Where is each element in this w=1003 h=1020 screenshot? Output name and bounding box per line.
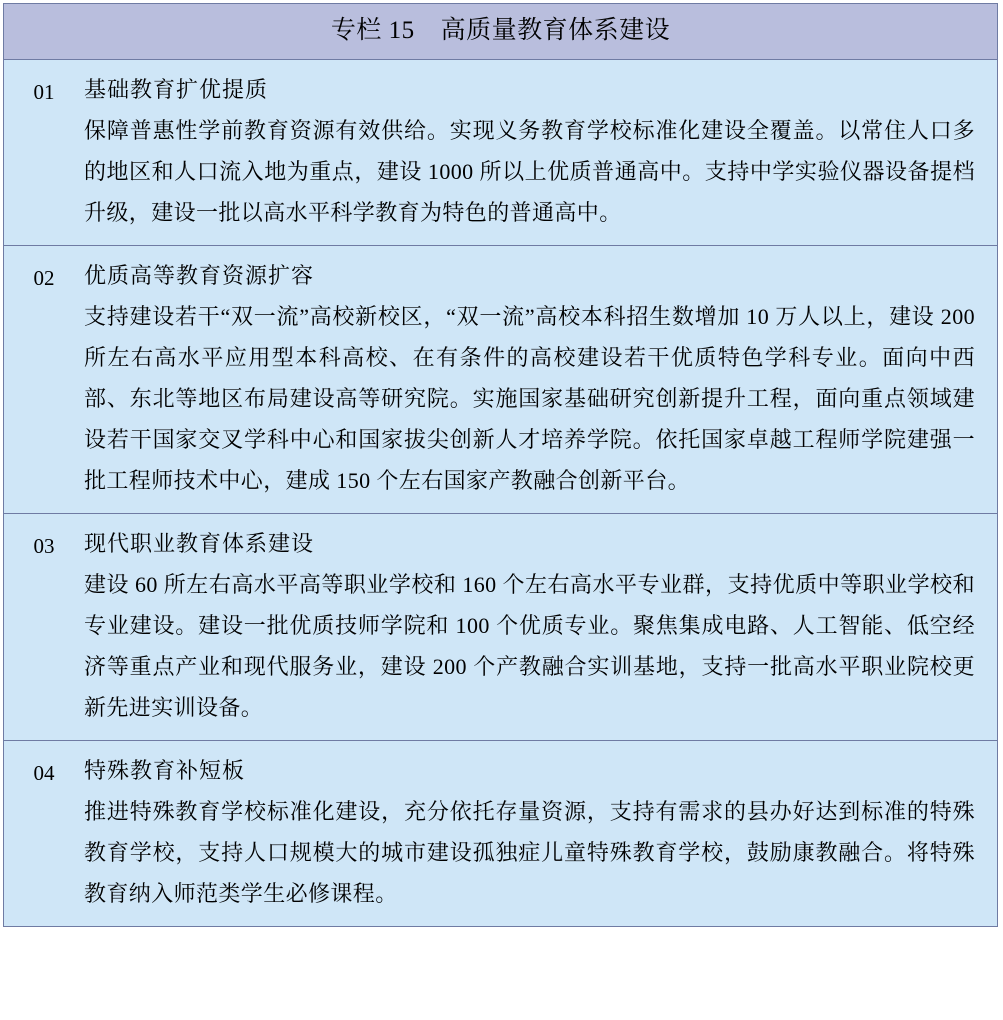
box-header-title: 高质量教育体系建设: [440, 17, 671, 44]
item-title: 特殊教育补短板: [84, 757, 246, 783]
item-number: 01: [33, 79, 55, 104]
item-body: [84, 524, 997, 728]
item-number: 04: [33, 760, 55, 785]
item-title: 现代职业教育体系建设: [84, 530, 315, 556]
feature-box: [3, 3, 998, 927]
item-text: 建设 60 所左右高水平高等职业学校和 160 个左右高水平专业群，支持优质中等职业学校和专业建设。建设一批优质技师学院和 100 个优质专业。聚焦集成电路、人工智能、低空经济等重点产业和现代服务业，建设 200 个产教融合实训基地，支持一批高水平职业院校更新先进实训设备。: [84, 571, 975, 720]
item-text: 保障普惠性学前教育资源有效供给。实现义务教育学校标准化建设全覆盖。以常住人口多的地区和人口流入地为重点，建设 1000 所以上优质普通高中。支持中学实验仪器设备提档升级，建设一批以高水平科学教育为特色的普通高中。: [84, 117, 975, 225]
item-title: 基础教育扩优提质: [84, 76, 269, 102]
list-item: [4, 60, 997, 246]
item-text: 推进特殊教育学校标准化建设，充分依托存量资源，支持有需求的县办好达到标准的特殊教育学校，支持人口规模大的城市建设孤独症儿童特殊教育学校，鼓励康教融合。将特殊教育纳入师范类学生必修课程。: [84, 798, 975, 906]
box-header-label: 专栏 15: [330, 17, 415, 44]
item-body: [84, 256, 997, 501]
list-item: [4, 514, 997, 741]
item-list: [4, 60, 997, 926]
item-number: 03: [33, 533, 55, 558]
box-header: [4, 4, 997, 60]
item-title: 优质高等教育资源扩容: [84, 262, 315, 288]
item-body: [84, 70, 997, 233]
item-number: 02: [33, 265, 55, 290]
item-text: 支持建设若干“双一流”高校新校区，“双一流”高校本科招生数增加 10 万人以上，建设 200 所左右高水平应用型本科高校、在有条件的高校建设若干优质特色学科专业。面向中西部、东北等地区布局建设高等研究院。实施国家基础研究创新提升工程，面向重点领域建设若干国家交叉学科中心和国家拔尖创新人才培养学院。依托国家卓越工程师学院建强一批工程师技术中心，建成 150 个左右国家产教融合创新平台。: [84, 303, 975, 493]
item-body: [84, 751, 997, 914]
list-item: [4, 741, 997, 926]
list-item: [4, 246, 997, 514]
